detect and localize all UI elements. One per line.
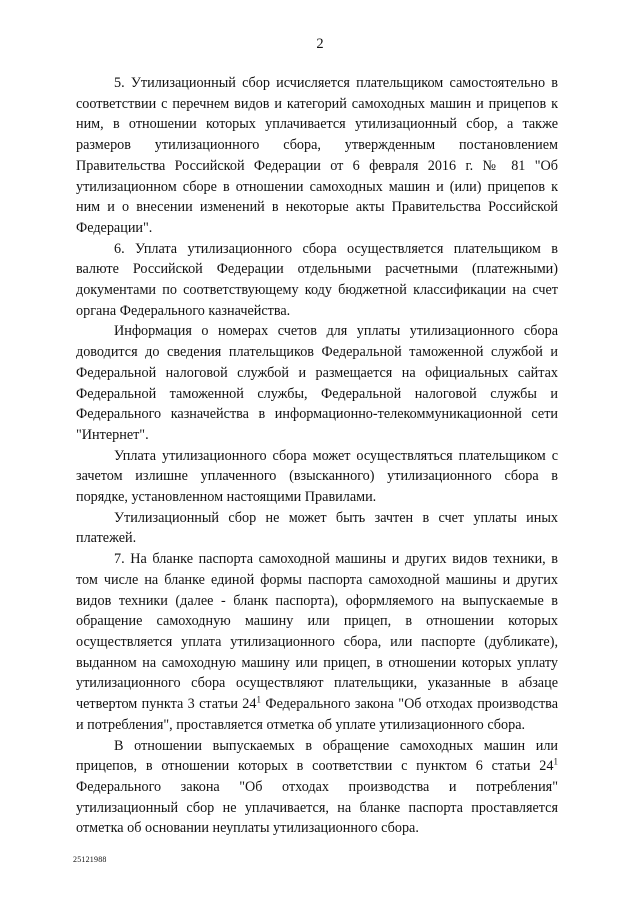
paragraph-7-exemption-text-part-1: В отношении выпускаемых в обращение самоходных машин или прицепов, в отношении которых в соответствии с пунктом 6 статьи 24: [76, 737, 558, 775]
document-body: [76, 73, 558, 839]
paragraph-5: 5. Утилизационный сбор исчисляется плательщиком самостоятельно в соответствии с перечнем видов и категорий самоходных машин и прицепов к ним, в отношении которых уплачивается утилизационный сбор, а также размеров утилизационного сбора, утвержденным постановлением Правительства Российской Федерации от 6 февраля 2016 г. № 81 "Об утилизационном сборе в отношении самоходных машин и (или) прицепов к ним и о внесении изменений в некоторые акты Правительства Российской Федерации".: [76, 75, 558, 236]
paragraph-7-text-part-1: 7. На бланке паспорта самоходной машины и других видов техники, в том числе на бланке единой формы паспорта самоходной машины и других видов техники (далее - бланк паспорта), оформляемого на выпускаемые в обращение самоходную машину или прицеп, в отношении которых осуществляется уплата утилизационного сбора, или паспорте (дубликате), выданном на самоходную машину или прицеп, в отношении которых уплату утилизационного сбора осуществляют плательщики, указанные в абзаце четвертом пункта 3 статьи 24: [76, 551, 558, 713]
paragraph-6-no-credit: Утилизационный сбор не может быть зачтен в счет уплаты иных платежей.: [76, 509, 558, 547]
paragraph-7: [76, 549, 558, 735]
page-number: 2: [316, 36, 324, 52]
paragraph-7-text-part-2: Федерального закона "Об отходах производства и потребления", проставляется отметка об уплате утилизационного сбора.: [76, 696, 558, 733]
paragraph-7-exemption-text-part-2: Федерального закона "Об отходах производства и потребления" утилизационный сбор не уплачивается, на бланке паспорта проставляется отметка об основании неуплаты утилизационного сбора.: [76, 778, 558, 837]
paragraph-6: 6. Уплата утилизационного сбора осуществляется плательщиком в валюте Российской Федерации отдельными расчетными (платежными) документами по соответствующему коду бюджетной классификации на счет органа Федерального казначейства.: [76, 240, 558, 319]
paragraph-7-exemption-superscript: 1: [553, 756, 558, 767]
paragraph-6-account-info: Информация о номерах счетов для уплаты утилизационного сбора доводится до сведения плательщиков Федеральной таможенной службой и Федеральной налоговой службой и размещается на официальных сайтах Федеральной таможенной службы, Федеральной налоговой службы и Федерального казначейства в информационно-телекоммуникационной сети "Интернет".: [76, 323, 558, 443]
document-code: 25121988: [73, 855, 107, 864]
paragraph-6-offset: Уплата утилизационного сбора может осуществляться плательщиком с зачетом излишне уплаченного (взысканного) утилизационного сбора в порядке, установленном настоящими Правилами.: [76, 447, 558, 506]
paragraph-7-superscript: 1: [256, 694, 261, 705]
paragraph-7-exemption: [76, 736, 558, 840]
